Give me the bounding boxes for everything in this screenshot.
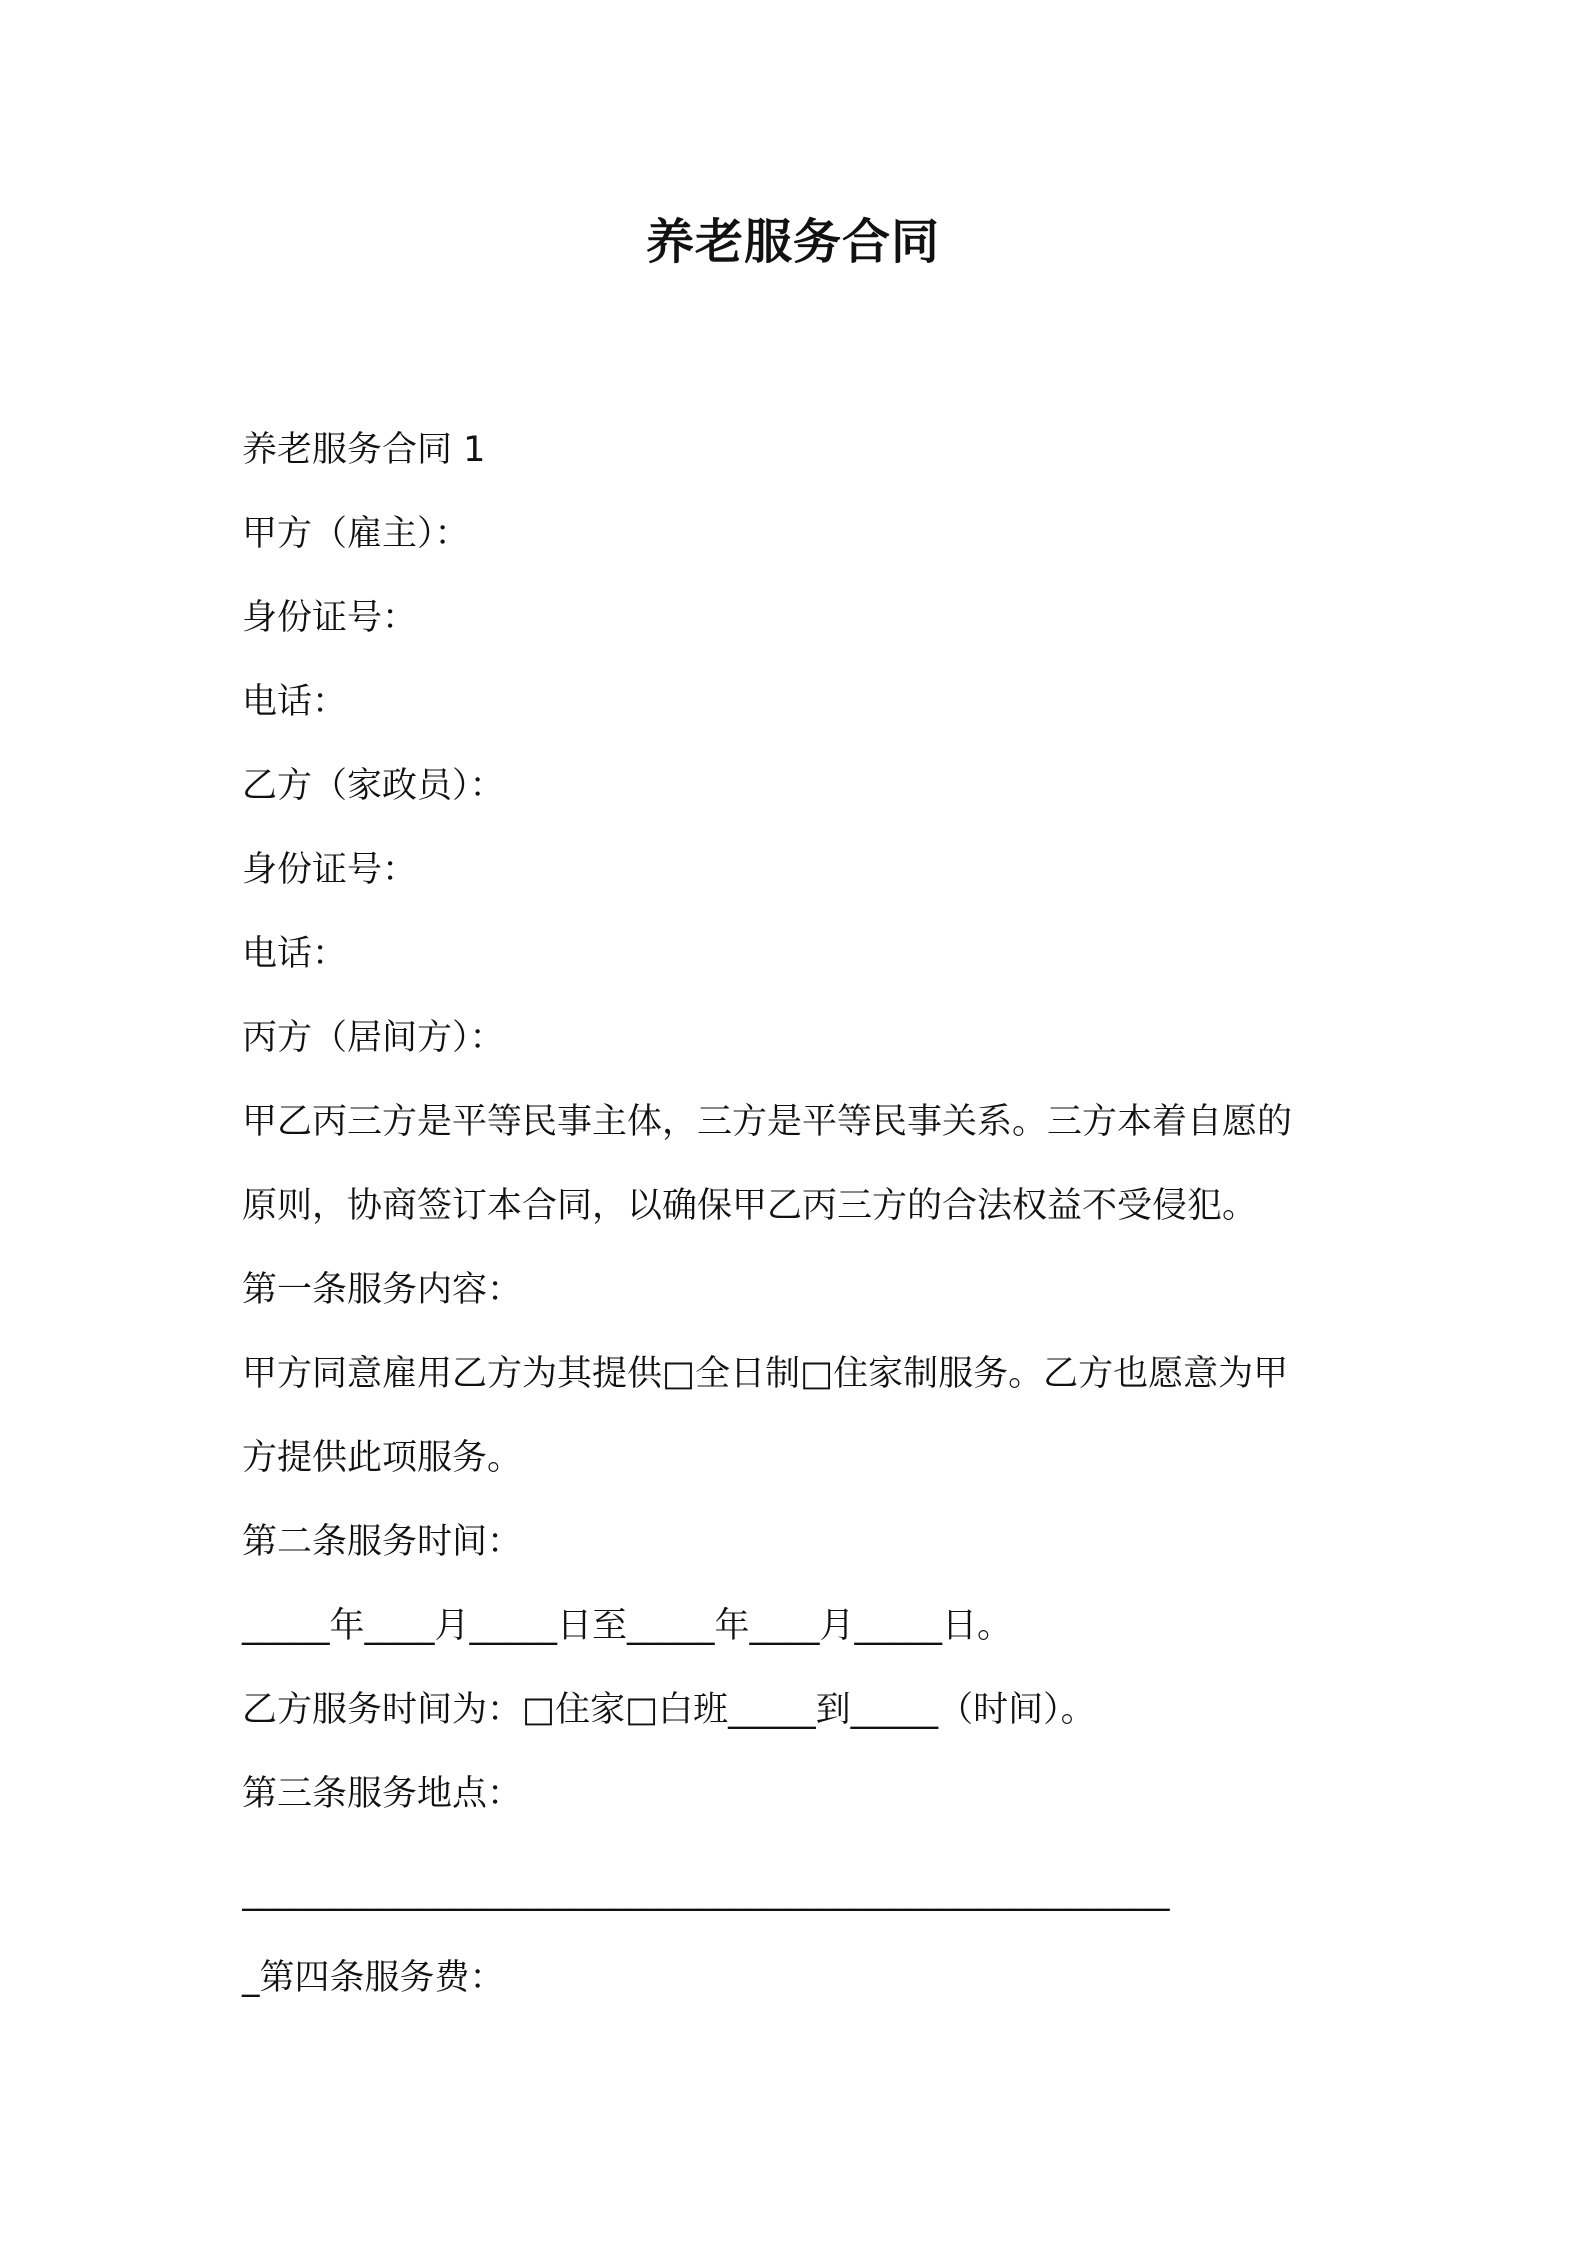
party-a-label: 甲方（雇主）： (242, 514, 470, 554)
service-time-line: 乙方服务时间为：□住家□白班_____到_____（时间）。 (242, 1690, 1096, 1730)
party-b-label: 乙方（家政员）： (242, 766, 505, 806)
article-3-heading: 第三条服务地点： (242, 1774, 523, 1814)
article-1-text-line-2: 方提供此项服务。 (242, 1438, 523, 1478)
party-a-phone-label: 电话： (242, 682, 348, 722)
article-1-heading: 第一条服务内容： (242, 1270, 523, 1310)
service-date-range: _____年____月_____日至_____年____月_____日。 (242, 1606, 1013, 1646)
service-location-blank: _____________________________________________________ (242, 1872, 1170, 1912)
party-b-phone-label: 电话： (242, 934, 348, 974)
document-body (242, 408, 1362, 2020)
document-title: 养老服务合同 (645, 214, 940, 270)
article-4-heading: _第四条服务费： (242, 1958, 505, 1998)
article-2-heading: 第二条服务时间： (242, 1522, 523, 1562)
party-b-id-label: 身份证号： (242, 850, 418, 890)
article-1-text-line-1: 甲方同意雇用乙方为其提供□全日制□住家制服务。乙方也愿意为甲 (242, 1354, 1289, 1394)
contract-subtitle: 养老服务合同 1 (242, 430, 486, 470)
intro-paragraph-line-2: 原则，协商签订本合同，以确保甲乙丙三方的合法权益不受侵犯。 (242, 1186, 1258, 1226)
party-a-id-label: 身份证号： (242, 598, 418, 638)
party-c-label: 丙方（居间方）： (242, 1018, 505, 1058)
intro-paragraph-line-1: 甲乙丙三方是平等民事主体，三方是平等民事关系。三方本着自愿的 (242, 1102, 1293, 1142)
